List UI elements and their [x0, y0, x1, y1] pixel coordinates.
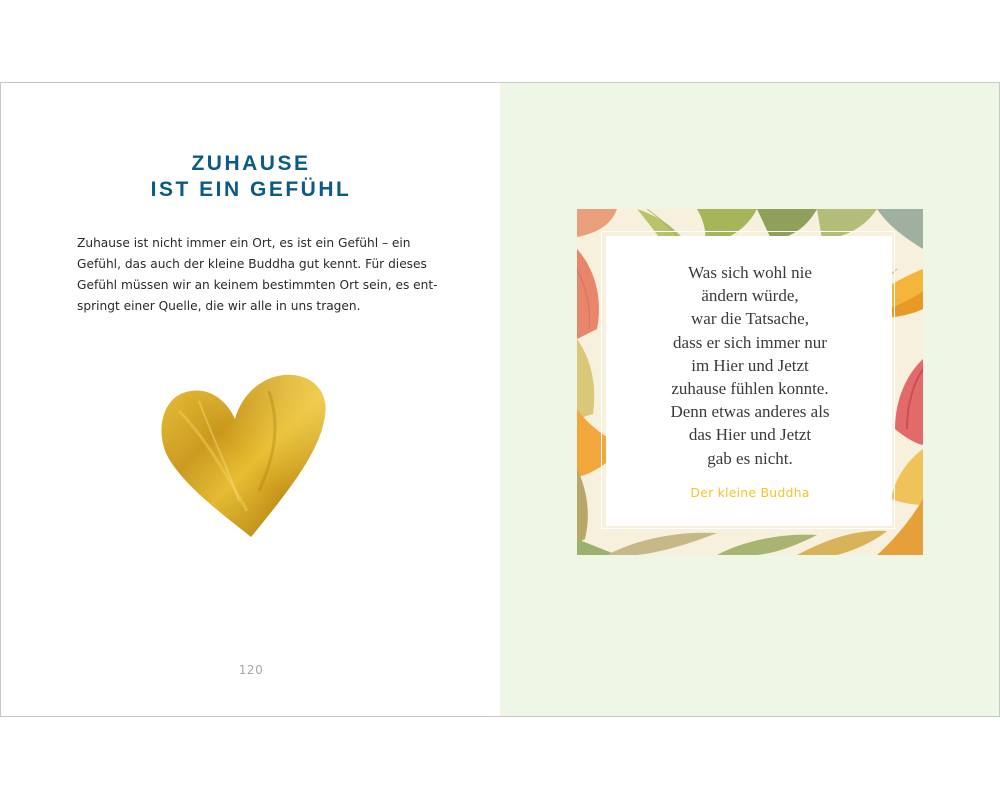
- quote-line: Was sich wohl nie: [688, 263, 812, 282]
- body-line: springt einer Quelle, die wir alle in uns tragen.: [77, 299, 361, 313]
- body-line: Gefühl, das auch der kleine Buddha gut kennt. Für dieses: [77, 257, 427, 271]
- quote-card: [577, 209, 923, 555]
- quote-line: zuhause fühlen konnte.: [671, 379, 829, 399]
- left-page: [0, 83, 500, 716]
- page-title-line-2: IST EIN GEFÜHL: [150, 178, 352, 201]
- body-line: Gefühl müssen wir an keinem bestimmten Ort sein, es ent-: [77, 278, 438, 292]
- page-title-line-1: ZUHAUSE: [191, 152, 311, 175]
- quote-attribution: Der kleine Buddha: [690, 485, 810, 500]
- quote-line: dass er sich immer nur: [673, 332, 827, 352]
- body-paragraph: [77, 233, 438, 317]
- book-spread: [0, 82, 1000, 717]
- quote-text: [577, 261, 923, 470]
- quote-line: war die Tatsache,: [691, 309, 809, 329]
- body-line: Zuhause ist nicht immer ein Ort, es ist ein Gefühl – ein: [77, 236, 411, 250]
- quote-line: ändern würde,: [701, 286, 799, 306]
- quote-line: im Hier und Jetzt: [691, 355, 809, 375]
- page-number: 120: [238, 663, 264, 677]
- quote-line: gab es nicht.: [707, 448, 793, 468]
- quote-line: das Hier und Jetzt: [688, 425, 812, 445]
- gold-heart-icon: [159, 371, 329, 539]
- right-page: [500, 83, 1000, 716]
- quote-line: Denn etwas anderes als: [670, 402, 830, 422]
